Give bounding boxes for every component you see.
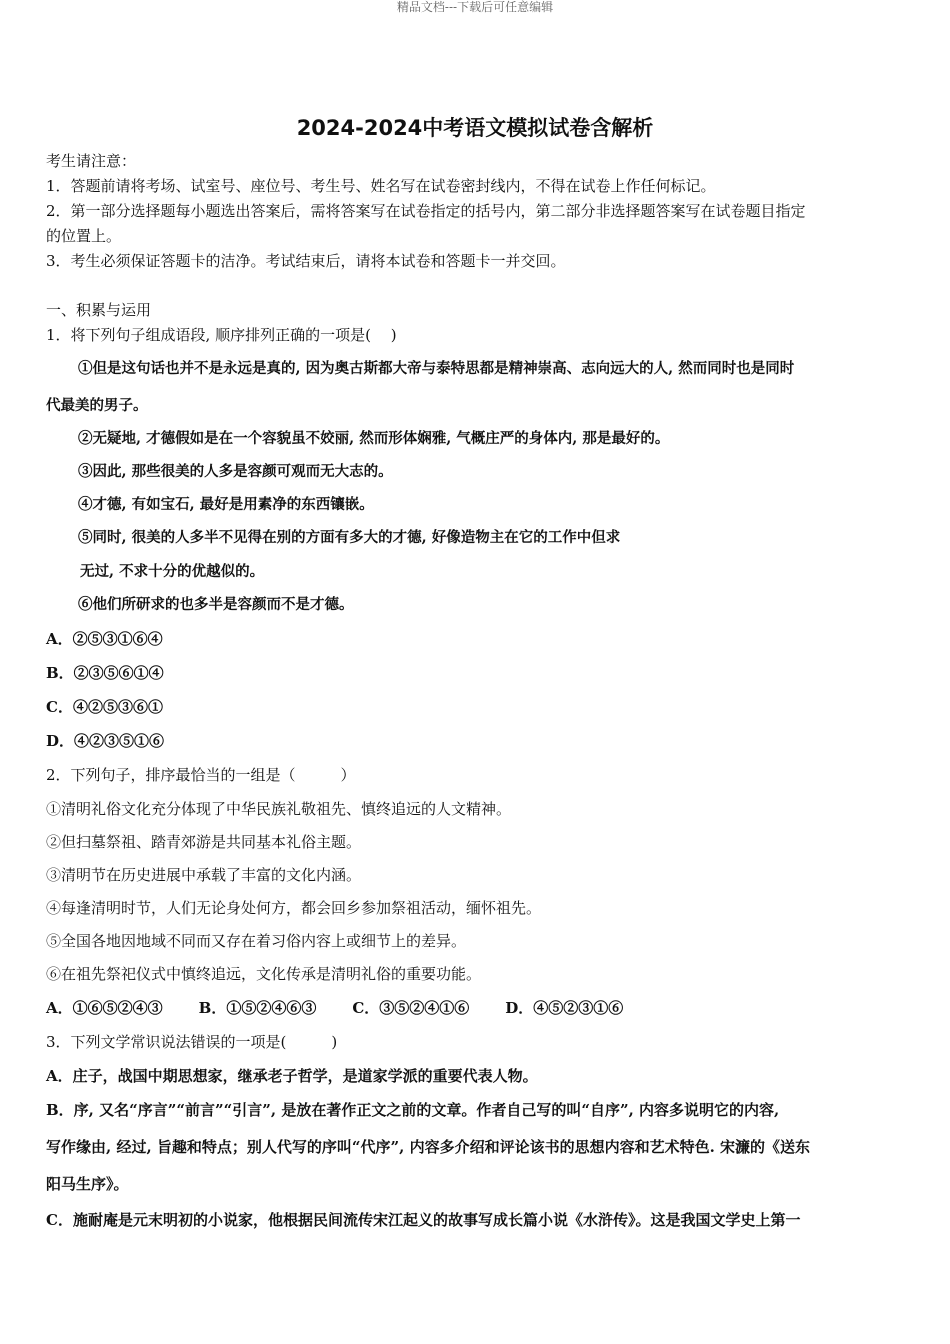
q2-options bbox=[46, 998, 659, 1018]
q2-sentence-1: ①清明礼俗文化充分体现了中华民族礼敬祖先、慎终追远的人文精神。 bbox=[46, 800, 512, 818]
q3-option-b-cont-1: 写作缘由, 经过, 旨趣和特点；别人代写的序叫“代序”, 内容多介绍和评论该书的思想内容和艺术特色. 宋濂的《送东 bbox=[46, 1138, 811, 1156]
q1-sentence-5-cont: 无过, 不求十分的优越似的。 bbox=[80, 563, 265, 580]
q3-option-c: C．施耐庵是元末明初的小说家，他根据民间流传宋江起义的故事写成长篇小说《水浒传》。这是我国文学史上第一 bbox=[46, 1211, 801, 1229]
page-title: 2024-2024中考语文模拟试卷含解析 bbox=[296, 116, 654, 140]
q3-option-b-cont-2: 阳马生序》。 bbox=[46, 1175, 129, 1193]
q1-sentence-2: ②无疑地, 才德假如是在一个容貌虽不姣丽, 然而形体娴雅, 气概庄严的身体内, 那是最好的。 bbox=[78, 430, 670, 447]
q1-sentence-6: ⑥他们所研求的也多半是容颜而不是才德。 bbox=[78, 596, 354, 613]
notice-item-2: 2．第一部分选择题每小题选出答案后，需将答案写在试卷指定的括号内，第二部分非选择题答案写在试卷题目指定 bbox=[46, 202, 806, 220]
q3-option-b: B．序, 又名“序言”“前言”“引言”, 是放在著作正文之前的文章。作者自己写的叫“自序”, 内容多说明它的内容, bbox=[46, 1101, 780, 1119]
q3-option-a: A．庄子，战国中期思想家，继承老子哲学，是道家学派的重要代表人物。 bbox=[46, 1067, 538, 1085]
q2-option-b: B．①⑤②④⑥③ bbox=[198, 999, 317, 1017]
notice-heading: 考生请注意： bbox=[46, 152, 137, 170]
page-header: 精品文档---下载后可任意编辑 bbox=[396, 0, 554, 14]
q1-sentence-1: ①但是这句话也并不是永远是真的, 因为奥古斯都大帝与泰特思都是精神崇高、志向远大的人, 然而同时也是同时 bbox=[78, 360, 795, 377]
q1-sentence-4: ④才德, 有如宝石, 最好是用素净的东西镶嵌。 bbox=[78, 496, 374, 513]
q2-sentence-6: ⑥在祖先祭祀仪式中慎终追远，文化传承是清明礼俗的重要功能。 bbox=[46, 965, 482, 983]
notice-item-2-cont: 的位置上。 bbox=[46, 227, 122, 245]
q2-stem: 2．下列句子，排序最恰当的一组是（ ） bbox=[46, 766, 356, 784]
q1-option-a: A．②⑤③①⑥④ bbox=[46, 630, 163, 648]
q2-sentence-5: ⑤全国各地因地域不同而又存在着习俗内容上或细节上的差异。 bbox=[46, 932, 467, 950]
q1-option-d: D．④②③⑤①⑥ bbox=[46, 732, 165, 750]
q2-option-d: D．④⑤②③①⑥ bbox=[505, 999, 624, 1017]
q2-sentence-2: ②但扫墓祭祖、踏青郊游是共同基本礼俗主题。 bbox=[46, 833, 362, 851]
q1-option-b: B．②③⑤⑥①④ bbox=[46, 664, 164, 682]
q1-stem: 1．将下列句子组成语段, 顺序排列正确的一项是( ) bbox=[46, 326, 397, 344]
q1-option-c: C．④②⑤③⑥① bbox=[46, 698, 163, 716]
q2-option-c: C．③⑤②④①⑥ bbox=[352, 999, 470, 1017]
notice-item-3: 3．考生必须保证答题卡的洁净。考试结束后，请将本试卷和答题卡一并交回。 bbox=[46, 252, 566, 270]
section-heading: 一、积累与运用 bbox=[46, 301, 152, 319]
q2-sentence-3: ③清明节在历史进展中承载了丰富的文化内涵。 bbox=[46, 866, 362, 884]
q2-option-a: A．①⑥⑤②④③ bbox=[46, 999, 163, 1017]
q3-stem: 3．下列文学常识说法错误的一项是( ) bbox=[46, 1033, 338, 1051]
q1-sentence-3: ③因此, 那些很美的人多是容颜可观而无大志的。 bbox=[78, 463, 393, 480]
q1-sentence-5: ⑤同时, 很美的人多半不见得在别的方面有多大的才德, 好像造物主在它的工作中但求 bbox=[78, 529, 621, 546]
q1-sentence-1-cont: 代最美的男子。 bbox=[46, 397, 148, 414]
notice-item-1: 1．答题前请将考场、试室号、座位号、考生号、姓名写在试卷密封线内，不得在试卷上作任何标记。 bbox=[46, 177, 716, 195]
q2-sentence-4: ④每逢清明时节，人们无论身处何方，都会回乡参加祭祖活动，缅怀祖先。 bbox=[46, 899, 542, 917]
